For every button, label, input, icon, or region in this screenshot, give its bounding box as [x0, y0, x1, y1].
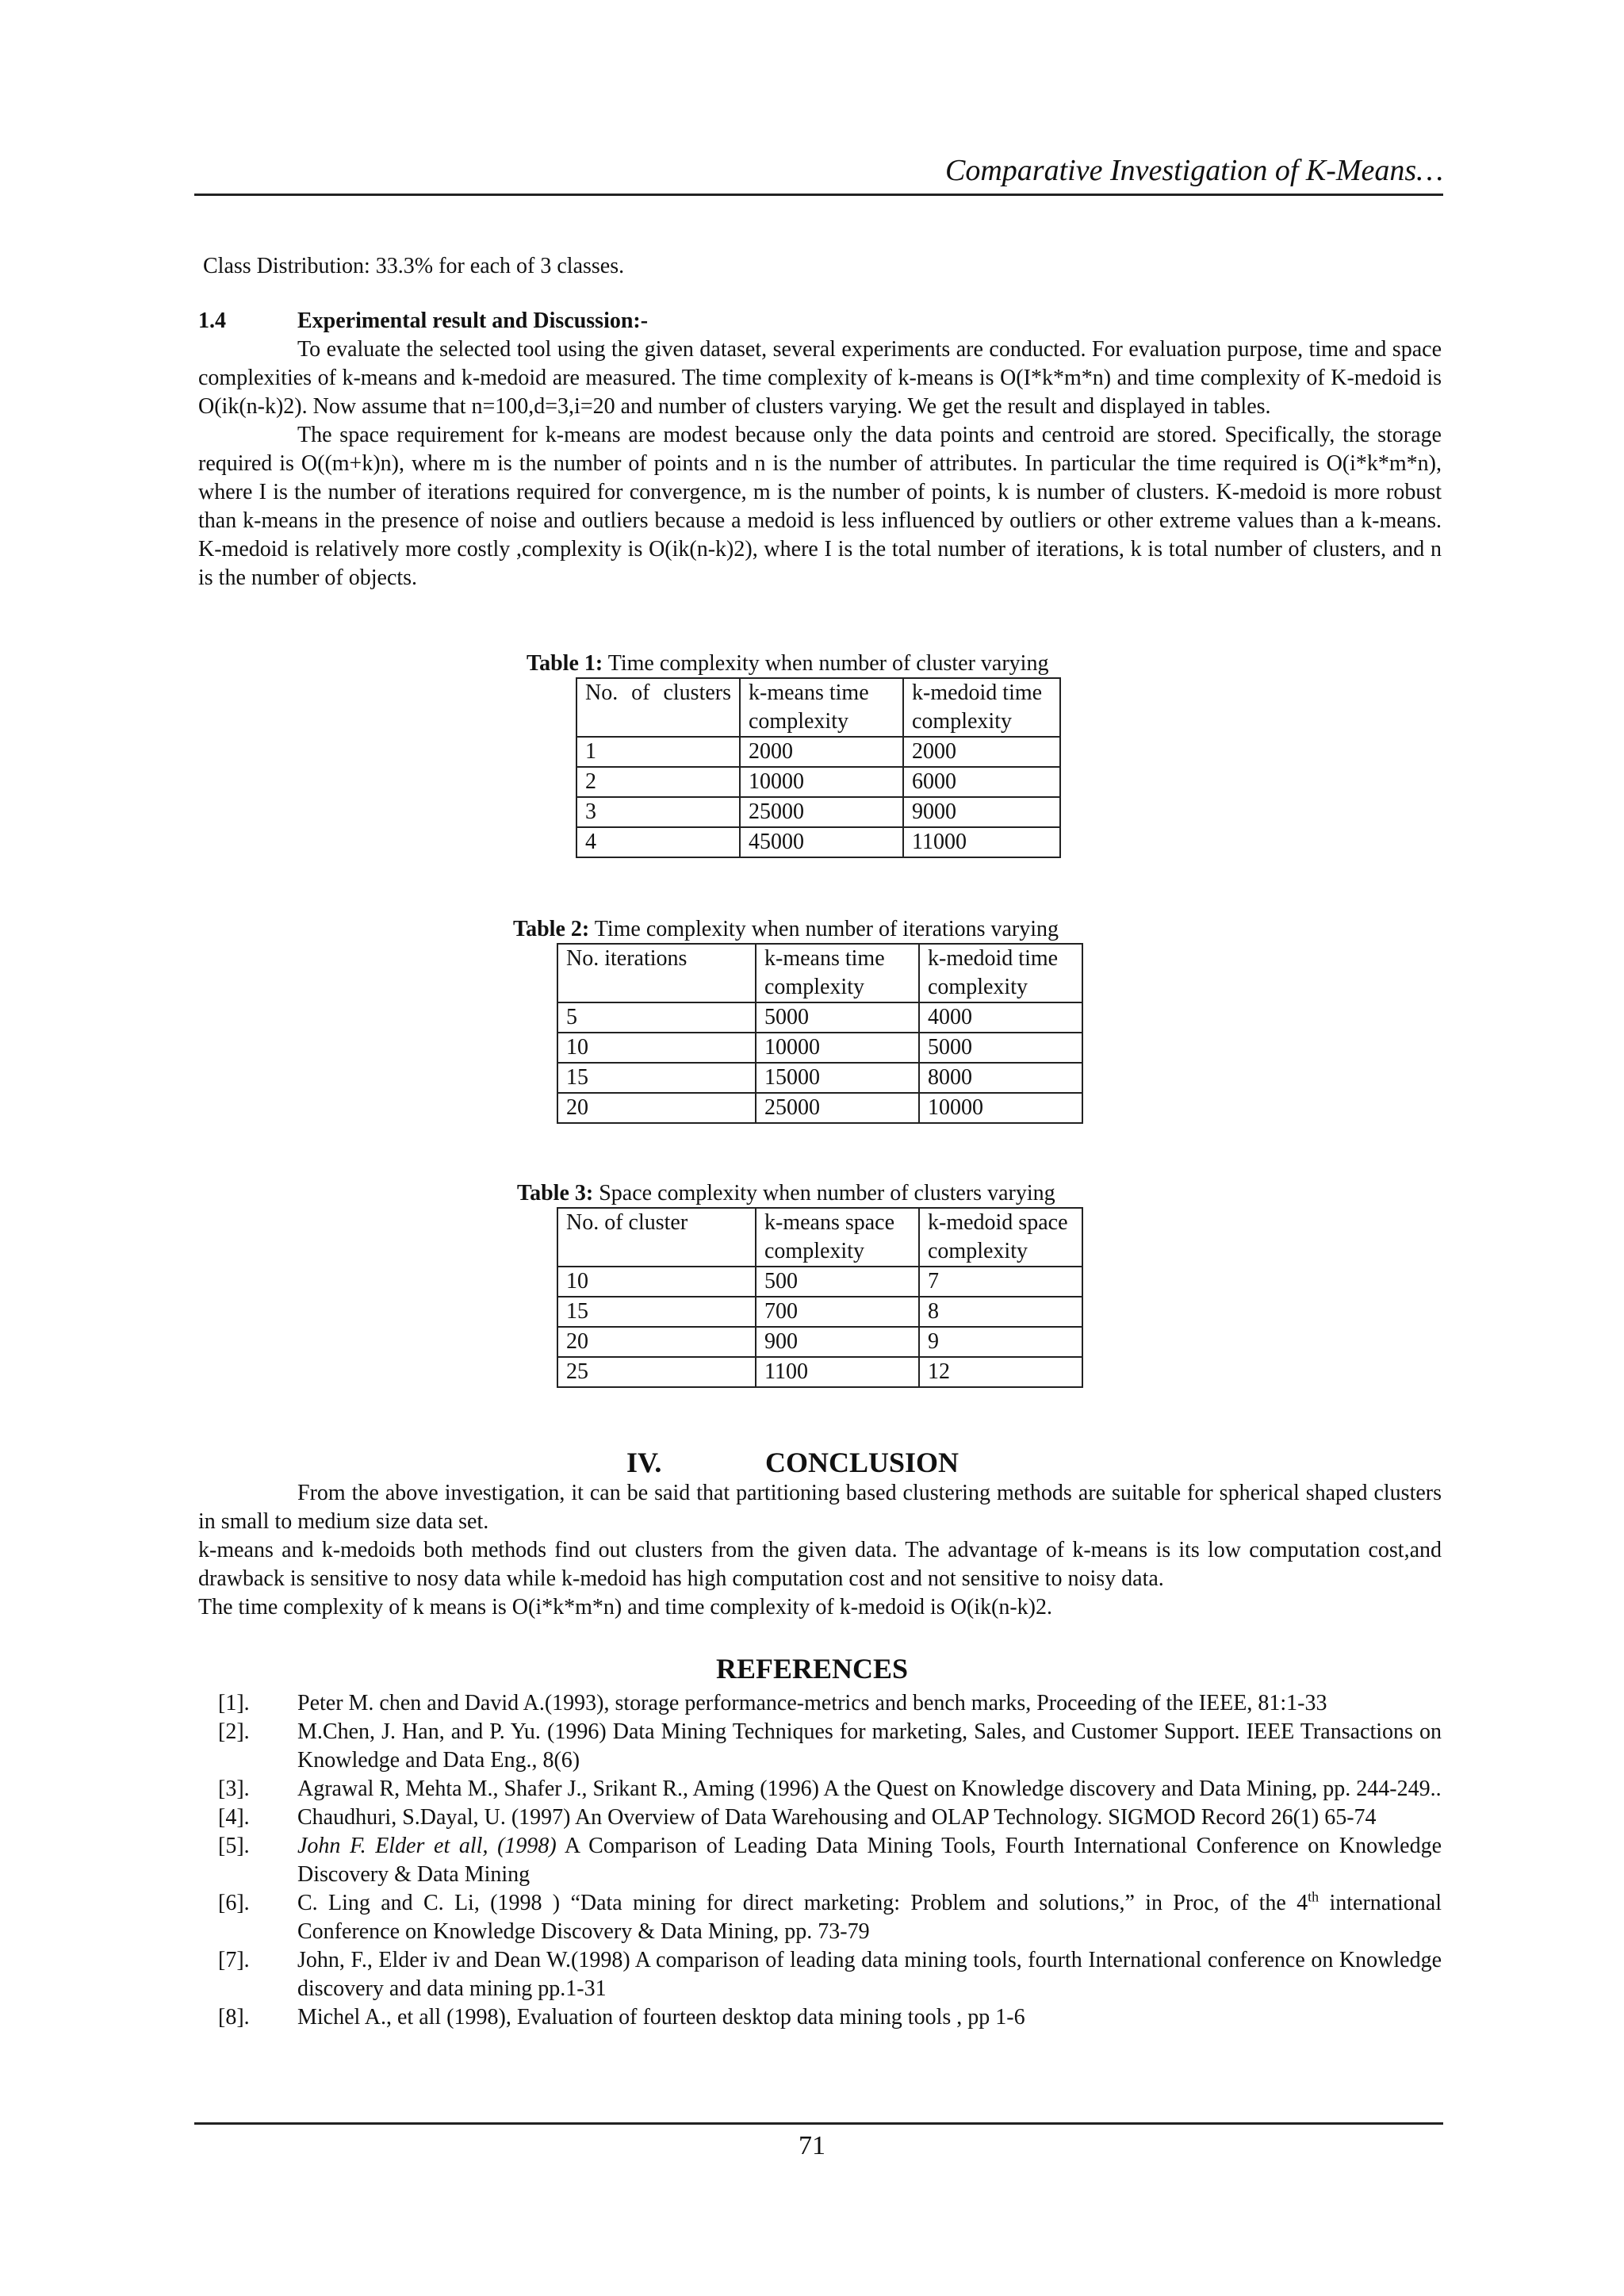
reference-item	[218, 1718, 1442, 1775]
table-row	[557, 1267, 1082, 1297]
table-header-row	[557, 944, 1082, 1002]
footer-rule	[194, 2122, 1443, 2125]
table-row	[557, 1357, 1082, 1387]
table-row	[557, 1327, 1082, 1357]
table-cell: 900	[756, 1327, 919, 1357]
table-caption-text: Space complexity when number of clusters varying	[593, 1181, 1055, 1205]
section-1-4	[198, 307, 1442, 592]
reference-item	[218, 1775, 1442, 1803]
section-title: Experimental result and Discussion:-	[297, 309, 649, 333]
table-row	[576, 767, 1060, 797]
page-number: 71	[799, 2131, 825, 2160]
table-cell: 25000	[756, 1093, 919, 1123]
header-cell: k-means time complexity	[756, 944, 919, 1002]
reference-number: [3].	[218, 1777, 250, 1801]
reference-number: [2].	[218, 1719, 250, 1744]
table-cell: 5000	[919, 1033, 1082, 1063]
table-cell: 3	[576, 797, 740, 827]
table-label: Table 1:	[527, 651, 603, 676]
reference-number: [5].	[218, 1834, 250, 1858]
table-cell: 2000	[903, 737, 1060, 767]
table-cell: 15000	[756, 1063, 919, 1093]
data-table	[557, 1207, 1083, 1388]
table-cell: 8000	[919, 1063, 1082, 1093]
table-cell: 11000	[903, 827, 1060, 857]
table-cell: 10	[557, 1267, 756, 1297]
data-table	[576, 677, 1061, 858]
conclusion-heading	[626, 1445, 959, 1480]
header-rule	[194, 194, 1443, 196]
section-number: IV.	[626, 1447, 662, 1478]
table-row	[557, 1063, 1082, 1093]
table-3-block	[517, 1180, 1083, 1388]
table-header-row	[557, 1208, 1082, 1267]
table-1-block	[527, 650, 1061, 858]
table-cell: 10000	[919, 1093, 1082, 1123]
reference-item	[218, 1803, 1442, 1832]
reference-text: Agrawal R, Mehta M., Shafer J., Srikant R., Aming (1996) A the Quest on Knowledge discovery and Data Mining, pp. 244-249..	[297, 1777, 1442, 1801]
reference-item	[218, 2003, 1442, 2032]
reference-item	[218, 1832, 1442, 1889]
table-2-block	[513, 916, 1083, 1124]
reference-item	[218, 1946, 1442, 2003]
table-label: Table 2:	[513, 917, 590, 941]
table-cell: 4	[576, 827, 740, 857]
table-cell: 10000	[756, 1033, 919, 1063]
references-heading: REFERENCES	[715, 1653, 909, 1685]
header-cell: No. of cluster	[557, 1208, 756, 1267]
reference-text: A Comparison of Leading Data Mining Tools, Fourth International Conference on Knowledge Discovery & Data Mining	[297, 1834, 1442, 1887]
header-cell: No. of clusters	[576, 678, 740, 737]
reference-text: Michel A., et all (1998), Evaluation of fourteen desktop data mining tools , pp 1-6	[297, 2005, 1025, 2030]
table-cell: 2	[576, 767, 740, 797]
header-cell: k-medoid space complexity	[919, 1208, 1082, 1267]
header-cell: k-means time complexity	[740, 678, 903, 737]
table-header-row	[576, 678, 1060, 737]
table-cell: 9000	[903, 797, 1060, 827]
table-cell: 700	[756, 1297, 919, 1327]
reference-text-continued: international Conference on Knowledge Discovery & Data Mining, pp. 73-79	[297, 1891, 1442, 1944]
reference-text-wrapper	[297, 1889, 1442, 1946]
table-cell: 2000	[740, 737, 903, 767]
table-cell: 500	[756, 1267, 919, 1297]
reference-text: M.Chen, J. Han, and P. Yu. (1996) Data Mining Techniques for marketing, Sales, and Customer Support. IEEE Transactions on Knowledge and Data Eng., 8(6)	[297, 1719, 1442, 1773]
reference-author: John F. Elder et all, (1998)	[297, 1834, 557, 1858]
table-cell: 25	[557, 1357, 756, 1387]
table-cell: 10000	[740, 767, 903, 797]
paragraph: k-means and k-medoids both methods find out clusters from the given data. The advantage of k-means is its low computation cost,and drawback is sensitive to nosy data while k-medoid has high computation cost and not sensitive to noisy data.	[198, 1538, 1442, 1591]
header-cell: k-means space complexity	[756, 1208, 919, 1267]
table-caption	[527, 650, 1061, 677]
reference-text: Peter M. chen and David A.(1993), storage performance-metrics and bench marks, Proceeding of the IEEE, 81:1-33	[297, 1691, 1327, 1715]
table-caption	[517, 1180, 1083, 1207]
table-cell: 1100	[756, 1357, 919, 1387]
table-row	[557, 1093, 1082, 1123]
header-cell: No. iterations	[557, 944, 756, 1002]
table-cell: 9	[919, 1327, 1082, 1357]
table-cell: 20	[557, 1093, 756, 1123]
table-caption-text: Time complexity when number of cluster varying	[603, 651, 1049, 676]
table-cell: 20	[557, 1327, 756, 1357]
section-heading	[198, 307, 1442, 335]
reference-list	[218, 1689, 1442, 2032]
section-title: CONCLUSION	[765, 1447, 959, 1478]
table-cell: 10	[557, 1033, 756, 1063]
table-cell: 15	[557, 1297, 756, 1327]
reference-text: John, F., Elder iv and Dean W.(1998) A comparison of leading data mining tools, fourth International conference on Knowledge discovery and data mining pp.1-31	[297, 1948, 1442, 2001]
table-row	[576, 827, 1060, 857]
section-number: 1.4	[198, 309, 226, 333]
table-cell: 4000	[919, 1002, 1082, 1033]
running-title: Comparative Investigation of K-Means…	[945, 154, 1443, 187]
reference-number: [1].	[218, 1691, 250, 1715]
table-cell: 5	[557, 1002, 756, 1033]
table-cell: 8	[919, 1297, 1082, 1327]
table-caption	[513, 916, 1083, 943]
table-label: Table 3:	[517, 1181, 594, 1205]
table-cell: 1	[576, 737, 740, 767]
table-row	[576, 797, 1060, 827]
reference-number: [4].	[218, 1805, 250, 1830]
reference-text: C. Ling and C. Li, (1998 ) “Data mining for direct marketing: Problem and solutions,” in Proc, of the 4	[297, 1891, 1308, 1915]
table-cell: 5000	[756, 1002, 919, 1033]
reference-text: Chaudhuri, S.Dayal, U. (1997) An Overview of Data Warehousing and OLAP Technology. SIGMOD Record 26(1) 65-74	[297, 1805, 1377, 1830]
data-table	[557, 943, 1083, 1124]
reference-item	[218, 1689, 1442, 1718]
superscript: th	[1308, 1888, 1320, 1905]
table-cell: 7	[919, 1267, 1082, 1297]
table-caption-text: Time complexity when number of iterations varying	[589, 917, 1059, 941]
table-row	[557, 1002, 1082, 1033]
table-cell: 45000	[740, 827, 903, 857]
table-row	[576, 737, 1060, 767]
table-cell: 25000	[740, 797, 903, 827]
table-cell: 12	[919, 1357, 1082, 1387]
table-row	[557, 1033, 1082, 1063]
reference-number: [6].	[218, 1891, 250, 1915]
paragraph: To evaluate the selected tool using the given dataset, several experiments are conducted. For evaluation purpose, time and space complexities of k-means and k-medoid are measured. The time complexity of k-means is O(I*k*m*n) and time complexity of K-medoid is O(ik(n-k)2). Now assume that n=100,d=3,i=20 and number of clusters varying. We get the result and displayed in tables.	[198, 337, 1442, 419]
paragraph: From the above investigation, it can be said that partitioning based clustering methods are suitable for spherical shaped clusters in small to medium size data set.	[198, 1481, 1442, 1534]
table-cell: 6000	[903, 767, 1060, 797]
reference-text-wrapper	[297, 1832, 1442, 1889]
reference-number: [8].	[218, 2005, 250, 2030]
reference-number: [7].	[218, 1948, 250, 1972]
table-row	[557, 1297, 1082, 1327]
table-cell: 15	[557, 1063, 756, 1093]
header-cell: k-medoid time complexity	[919, 944, 1082, 1002]
conclusion-body	[198, 1479, 1442, 1622]
reference-item	[218, 1889, 1442, 1946]
class-distribution-line: Class Distribution: 33.3% for each of 3 classes.	[203, 254, 625, 278]
header-cell: k-medoid time complexity	[903, 678, 1060, 737]
paragraph: The space requirement for k-means are modest because only the data points and centroid are stored. Specifically, the storage required is O((m+k)n), where m is the number of points and n is the number of attributes. In particular the time required is O(i*k*m*n), where I is the number of iterations required for convergence, m is the number of points, k is number of clusters. K-medoid is more robust than k-means in the presence of noise and outliers because a medoid is less influenced by outliers or other extreme values than a k-means. K-medoid is relatively more costly ,complexity is O(ik(n-k)2), where I is the total number of iterations, k is total number of clusters, and n is the number of objects.	[198, 423, 1442, 590]
paragraph: The time complexity of k means is O(i*k*m*n) and time complexity of k-medoid is O(ik(n-k)2.	[198, 1595, 1053, 1619]
